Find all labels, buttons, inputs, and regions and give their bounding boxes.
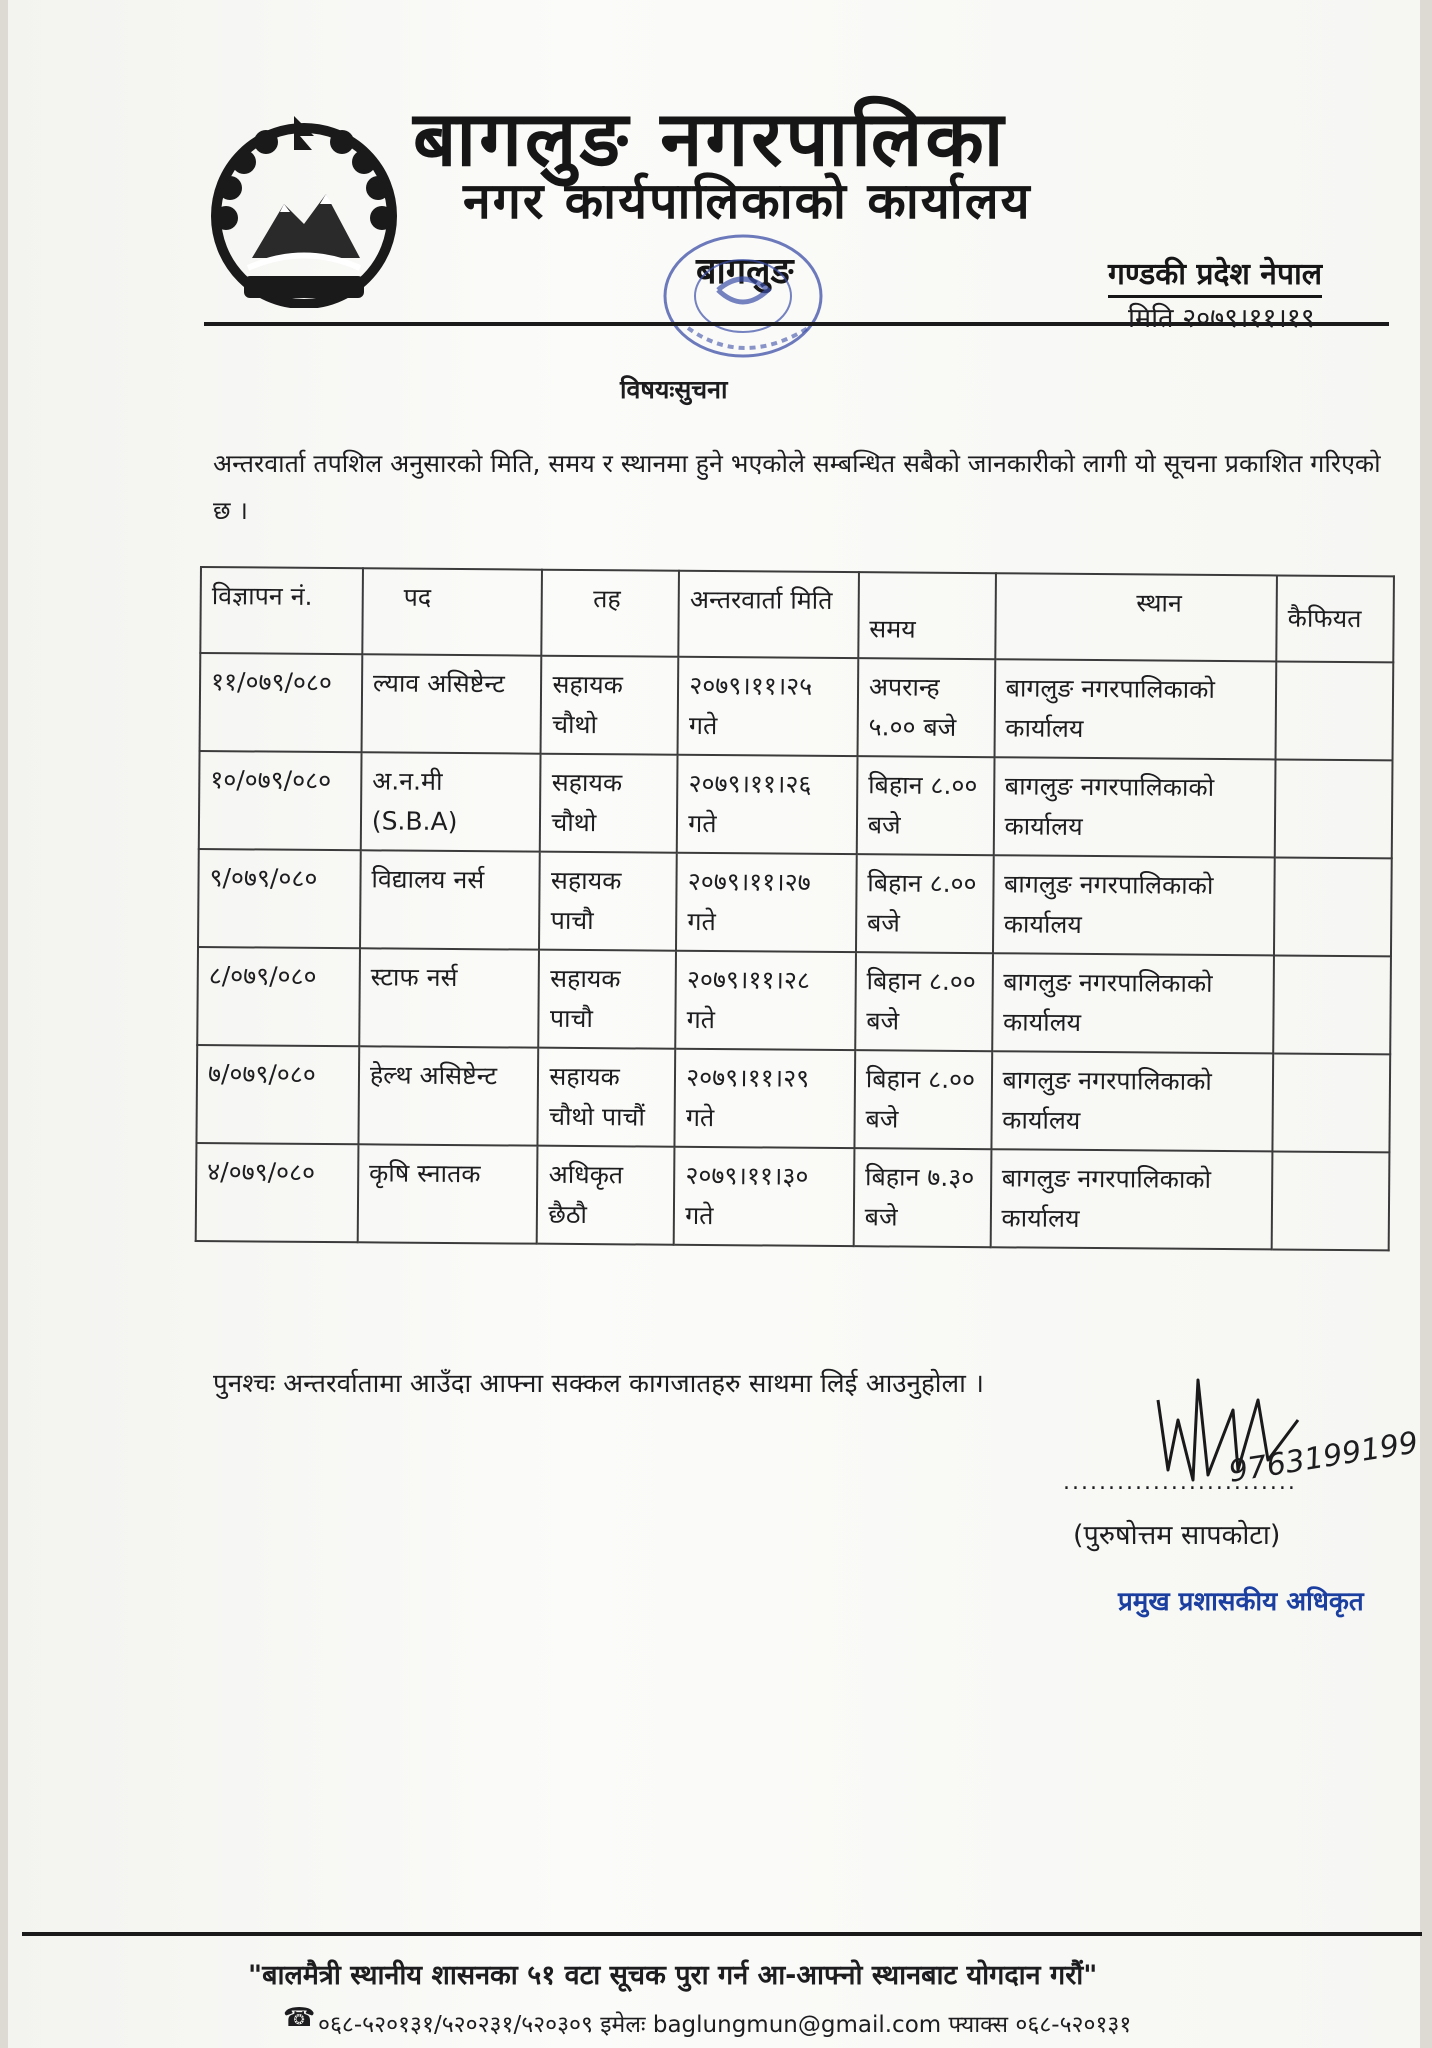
cell-post: स्टाफ नर्स: [359, 948, 539, 1047]
cell-date: २०७९।११।२५ गते: [678, 657, 858, 756]
cell-level: अधिकृत छैठौ: [537, 1146, 675, 1245]
cell-date: २०७९।११।२८ गते: [675, 951, 855, 1050]
notice-intro: अन्तरवार्ता तपशिल अनुसारको मिति, समय र स्थानमा हुने भएकोले सम्बन्धित सबैको जानकारीको लागी यो सूचना प्रकाशित गरिएको छ ।: [213, 449, 1381, 525]
cell-date: २०७९।११।२९ गते: [675, 1049, 855, 1148]
office-title: नगर कार्यपालिकाको कार्यालय: [463, 172, 1032, 230]
cell-time: बिहान ७.३० बजे: [854, 1148, 991, 1247]
footer-contact: ०६८-५२०१३१/५२०२३१/५२०३०९ इमेलः baglungmun@gmail.com फ्याक्स ०६८-५२०१३१: [318, 2012, 1132, 2038]
table-row: [200, 653, 1394, 760]
col-header-post: पद: [362, 568, 542, 655]
footer-slogan: "बालमैत्री स्थानीय शासनका ५१ वटा सूचक पुरा गर्न आ-आफ्नो स्थानबाट योगदान गरौं": [248, 1960, 1098, 1991]
interview-schedule-table: [195, 566, 1395, 1251]
nepal-emblem-icon: [204, 108, 404, 308]
telephone-icon: ☎: [283, 2003, 316, 2033]
table-row: [198, 849, 1392, 956]
col-header-interview-date: अन्तरवार्ता मिति: [679, 571, 859, 658]
cell-level: सहायक चौथो: [541, 656, 679, 755]
notice-paper: [8, 0, 1420, 2048]
notice-subject: विषयःसुचना: [620, 375, 728, 404]
cell-remarks: [1272, 1151, 1390, 1250]
cell-remarks: [1273, 955, 1391, 1054]
table-row: [197, 947, 1391, 1054]
cell-ad-no: ९/०७९/०८०: [198, 849, 361, 948]
cell-venue: बागलुङ नगरपालिकाको कार्यालय: [992, 953, 1274, 1053]
table-row: [199, 751, 1393, 858]
cell-date: २०७९।११।३० गते: [674, 1147, 854, 1246]
cell-ad-no: ८/०७९/०८०: [197, 947, 360, 1046]
place-name: बागलुङ: [696, 251, 794, 292]
cell-level: सहायक पाचौ: [539, 950, 677, 1049]
col-header-time: समय: [858, 572, 995, 659]
cell-post: ल्याव असिष्टेन्ट: [361, 654, 541, 753]
cell-time: बिहान ८.०० बजे: [856, 854, 993, 953]
cell-post: हेल्थ असिष्टेन्ट: [358, 1046, 538, 1145]
cell-ad-no: १०/०७९/०८०: [199, 751, 362, 850]
cell-level: सहायक चौथो पाचौं: [538, 1048, 676, 1147]
office-seal-stamp: [658, 228, 848, 368]
footer-divider: [22, 1932, 1422, 1936]
cell-post: कृषि स्नातक: [358, 1144, 538, 1243]
postscript-note: पुनश्चः अन्तरर्वातामा आउँदा आफ्ना सक्कल कागजातहरु साथमा लिई आउनुहोला ।: [213, 1369, 984, 1399]
cell-time: बिहान ८.०० बजे: [855, 952, 992, 1051]
cell-time: अपरान्ह ५.०० बजे: [857, 658, 994, 757]
cell-remarks: [1274, 857, 1392, 956]
cell-venue: बागलुङ नगरपालिकाको कार्यालय: [993, 855, 1275, 955]
cell-date: २०७९।११।२६ गते: [677, 755, 857, 854]
cell-venue: बागलुङ नगरपालिकाको कार्यालय: [991, 1051, 1273, 1151]
cell-venue: बागलुङ नगरपालिकाको कार्यालय: [990, 1149, 1272, 1249]
col-header-remarks: कैफियत: [1276, 575, 1394, 662]
cell-remarks: [1272, 1053, 1390, 1152]
cell-venue: बागलुङ नगरपालिकाको कार्यालय: [994, 659, 1276, 759]
cell-ad-no: ११/०७९/०८०: [200, 653, 363, 752]
col-header-level: तह: [542, 570, 679, 657]
cell-date: २०७९।११।२७ गते: [676, 853, 856, 952]
table-row: [196, 1045, 1390, 1152]
table-header-row: [200, 567, 1394, 662]
municipality-title: बागलुङ नगरपालिका: [413, 94, 1007, 183]
handwritten-phone-number: 9763199199: [1226, 1425, 1421, 1490]
cell-post: विद्यालय नर्स: [360, 850, 540, 949]
cell-time: बिहान ८.०० बजे: [857, 756, 994, 855]
col-header-venue: स्थान: [995, 573, 1277, 661]
cell-ad-no: ४/०७९/०८०: [196, 1143, 359, 1242]
cell-remarks: [1276, 661, 1394, 760]
col-header-ad-no: विज्ञापन नं.: [200, 567, 363, 654]
cell-time: बिहान ८.०० बजे: [854, 1050, 991, 1149]
cell-level: सहायक पाचौ: [539, 852, 677, 951]
province-name: गण्डकी प्रदेश नेपाल: [1108, 252, 1322, 298]
cell-post: अ.न.मी (S.B.A): [361, 752, 541, 851]
notice-date: मिति २०७९।११।१९: [1128, 303, 1315, 334]
signatory-title: प्रमुख प्रशासकीय अधिकृत: [1118, 1587, 1364, 1617]
cell-remarks: [1275, 759, 1393, 858]
signatory-name: (पुरुषोत्तम सापकोटा): [1073, 1520, 1281, 1551]
cell-venue: बागलुङ नगरपालिकाको कार्यालय: [993, 757, 1275, 857]
table-row: [196, 1143, 1390, 1250]
signature-dotted-line: ..........................: [1063, 1470, 1297, 1495]
cell-ad-no: ७/०७९/०८०: [196, 1045, 359, 1144]
cell-level: सहायक चौथो: [540, 754, 678, 853]
